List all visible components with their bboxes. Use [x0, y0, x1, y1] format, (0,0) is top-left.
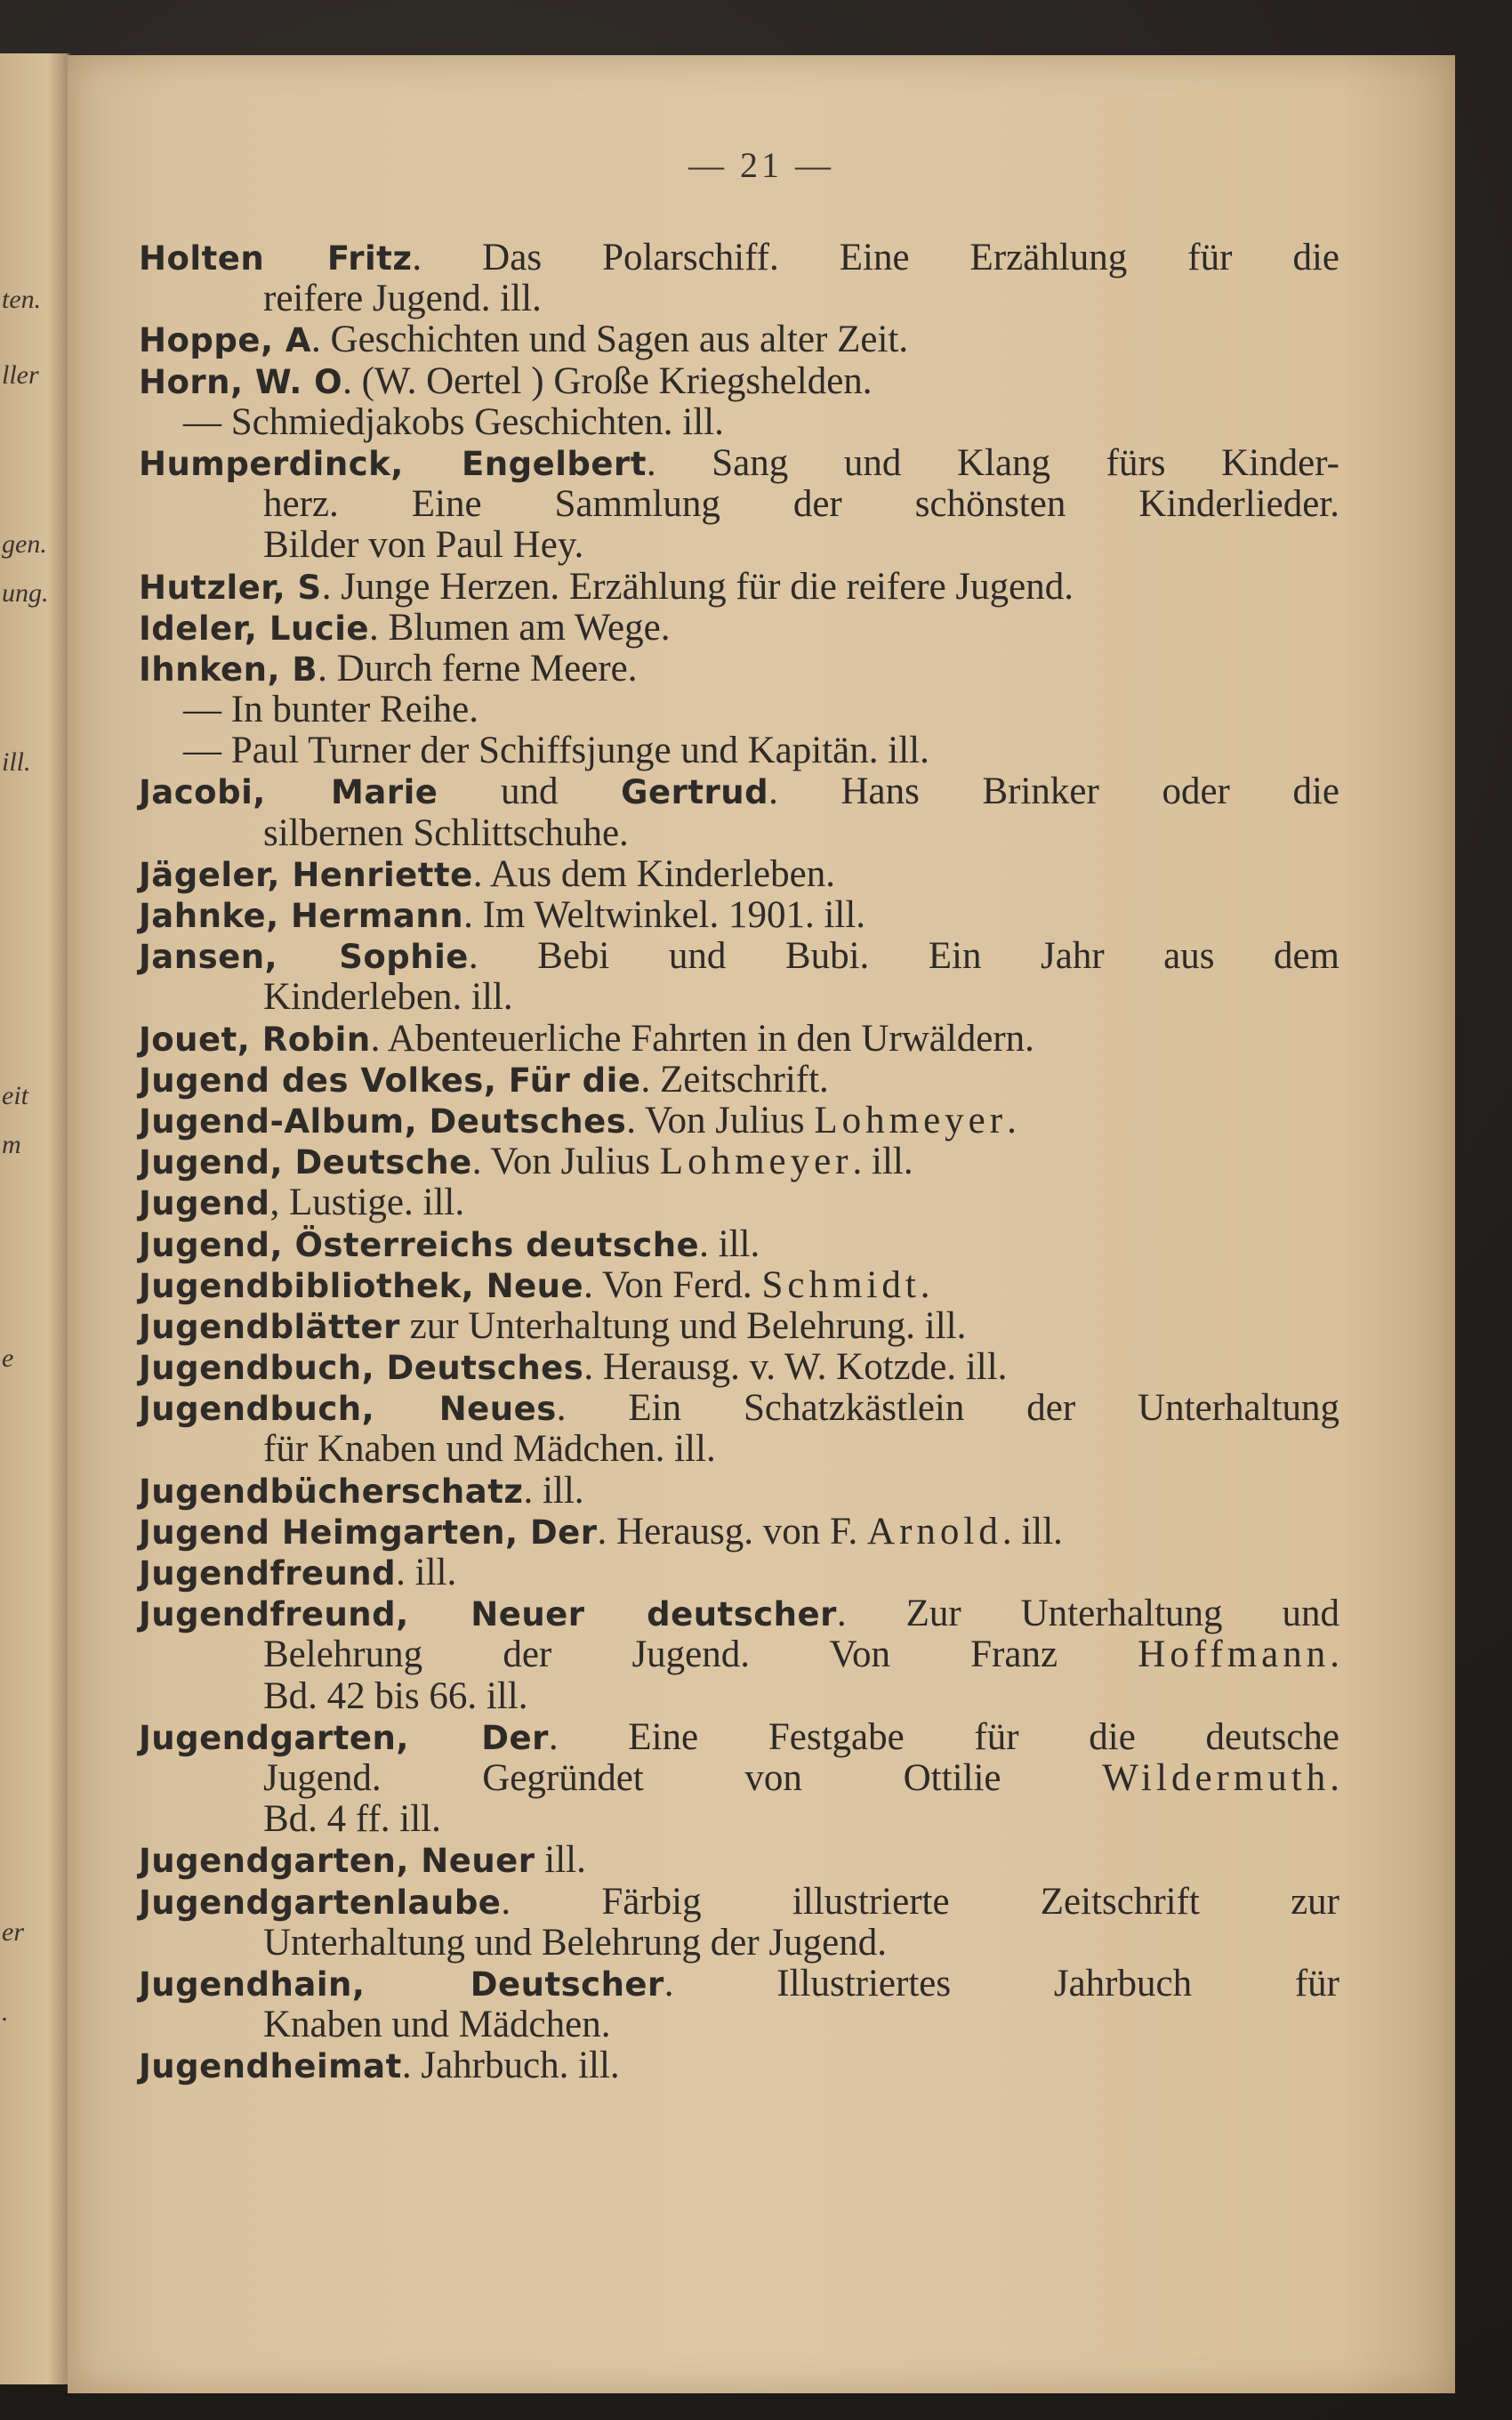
entry-continuation-line	[139, 1799, 1339, 1840]
catalog-entry	[139, 1512, 1339, 1553]
catalog-entry	[139, 1182, 1339, 1223]
entry-text: .	[920, 1263, 930, 1306]
entry-text: herz. Eine Sammlung der schönsten Kinderlieder.	[263, 483, 1339, 526]
page-number: — 21 —	[688, 145, 834, 185]
prev-fragment: ill.	[2, 747, 31, 777]
catalog-entry	[139, 567, 1339, 608]
prev-fragment: m	[2, 1130, 21, 1159]
entry-heading: Hutzler, S	[139, 568, 322, 607]
entry-text: . Zur Unterhaltung und	[836, 1593, 1339, 1635]
entry-text: . Von Julius	[471, 1141, 660, 1183]
entry-text: . Illustriertes Jahrbuch für	[664, 1962, 1339, 2005]
entry-text: .	[1330, 1756, 1339, 1799]
entry-heading: Humperdinck, Engelbert	[139, 444, 647, 483]
entry-heading: Holten Fritz	[139, 239, 413, 278]
catalog-entry	[139, 649, 1339, 690]
prev-fragment: er	[2, 1917, 24, 1947]
entry-continuation-line	[139, 1429, 1339, 1470]
entry-text: . Abenteuerliche Fahrten in den Urwäldern.	[370, 1017, 1034, 1060]
entry-heading: Jugend des Volkes, Für die	[139, 1061, 641, 1100]
entry-line	[139, 1101, 1339, 1141]
catalog-entry	[139, 319, 1339, 360]
entry-heading: Gertrud	[621, 773, 769, 812]
entry-line	[139, 1593, 1339, 1634]
entry-continuation-line	[139, 1923, 1339, 1964]
entry-text: Bilder von Paul Hey.	[263, 524, 584, 567]
entry-heading: Jugendfreund	[139, 1554, 397, 1593]
entry-heading: Jugendgartenlaube	[139, 1883, 502, 1922]
entry-heading: Jouet, Robin	[139, 1020, 371, 1059]
entry-line	[139, 1224, 1339, 1265]
entry-heading: Jugendblätter	[139, 1307, 400, 1346]
author-name: Wildermuth	[1102, 1756, 1331, 1799]
entry-line	[139, 443, 1339, 484]
entry-continuation-line	[139, 977, 1339, 1018]
entry-line	[139, 1182, 1339, 1223]
catalog-entry	[139, 1717, 1339, 1841]
entry-line	[139, 1717, 1339, 1758]
entry-heading: Ideler, Lucie	[139, 609, 369, 648]
catalog-entry	[139, 1265, 1339, 1306]
entry-line	[139, 854, 1339, 895]
entry-heading: Jugendheimat	[139, 2047, 402, 2086]
entry-text: für Knaben und Mädchen. ill.	[263, 1428, 716, 1471]
entry-text: silbernen Schlittschuhe.	[263, 811, 629, 854]
entry-text: . Färbig illustrierte Zeitschrift zur	[501, 1880, 1339, 1923]
entry-line	[139, 771, 1339, 812]
entry-heading: Jugendbücherschatz	[139, 1472, 524, 1511]
entry-text: Belehrung der Jugend. Von Franz	[263, 1634, 1138, 1676]
entry-text: Unterhaltung und Belehrung der Jugend.	[263, 1921, 887, 1964]
entry-text: und	[438, 770, 622, 813]
entry-line	[139, 1512, 1339, 1553]
catalog-entry	[139, 1306, 1339, 1347]
entry-text: . Jahrbuch. ill.	[401, 2045, 620, 2087]
entry-heading: Jugendhain, Deutscher	[139, 1964, 664, 2004]
entry-text: . ill.	[1001, 1510, 1063, 1553]
entry-line	[139, 1019, 1339, 1060]
catalog-entry	[139, 1224, 1339, 1265]
entry-heading: Jugend, Österreichs deutsche	[139, 1225, 700, 1264]
entry-continuation-line	[139, 278, 1339, 319]
entry-text: . Bebi und Bubi. Ein Jahr aus dem	[468, 935, 1340, 978]
catalog-entry	[139, 730, 1339, 771]
prev-fragment: gen.	[2, 529, 47, 559]
entry-line	[139, 319, 1339, 360]
entry-text: . Blumen am Wege.	[369, 606, 671, 649]
book-page	[68, 55, 1455, 2393]
catalog-entry	[139, 1019, 1339, 1060]
entry-heading: Jugend	[139, 1184, 270, 1223]
entry-text: ill.	[535, 1839, 586, 1882]
entry-continuation-line	[139, 525, 1339, 566]
entry-line	[139, 1553, 1339, 1593]
entry-line	[139, 1060, 1339, 1101]
entry-heading: Jugendgarten, Neuer	[139, 1842, 535, 1881]
author-name: Lohmeyer	[659, 1141, 853, 1183]
entry-text: .	[1330, 1634, 1339, 1676]
entry-continuation-line	[139, 2005, 1339, 2045]
catalog-entry	[139, 1060, 1339, 1101]
entry-heading: Jugendfreund, Neuer deutscher	[139, 1595, 837, 1634]
entry-continuation-line	[139, 484, 1339, 525]
prev-fragment: eit	[2, 1081, 28, 1110]
entry-text: . Geschichten und Sagen aus alter Zeit.	[311, 319, 909, 361]
entry-continuation-line	[139, 1676, 1339, 1717]
catalog-entry	[139, 854, 1339, 895]
previous-page-edge	[0, 53, 70, 2384]
entry-text: . Das Polarschiff. Eine Erzählung für die	[412, 237, 1339, 278]
author-name: Lohmeyer	[814, 1099, 1008, 1141]
catalog-entry	[139, 1101, 1339, 1141]
entry-line	[139, 402, 1339, 443]
catalog-entry	[139, 1553, 1339, 1593]
entry-line	[139, 936, 1339, 977]
catalog-entries	[139, 238, 1339, 2086]
entry-line	[139, 1840, 1339, 1881]
entry-text: . Zeitschrift.	[640, 1058, 829, 1101]
catalog-entry	[139, 690, 1339, 730]
prev-fragment: e	[2, 1343, 14, 1373]
entry-line	[139, 361, 1339, 402]
catalog-entry	[139, 402, 1339, 443]
entry-line	[139, 690, 1339, 730]
entry-heading: Horn, W. O	[139, 362, 343, 401]
catalog-entry	[139, 1471, 1339, 1512]
entry-continuation-line	[139, 1758, 1339, 1799]
catalog-entry	[139, 443, 1339, 567]
entry-text: . Ein Schatzkästlein der Unterhaltung	[556, 1387, 1339, 1430]
prev-fragment: ung.	[2, 578, 49, 608]
entry-text: Bd. 42 bis 66. ill.	[263, 1674, 528, 1717]
catalog-entry	[139, 771, 1339, 853]
catalog-entry	[139, 608, 1339, 649]
entry-line	[139, 1882, 1339, 1923]
entry-line	[139, 895, 1339, 936]
catalog-entry	[139, 1593, 1339, 1717]
entry-heading: Jugendbuch, Deutsches	[139, 1349, 584, 1388]
entry-line	[139, 1388, 1339, 1429]
entry-text: — Schmiedjakobs Geschichten. ill.	[183, 400, 724, 443]
prev-fragment: ten.	[2, 285, 42, 314]
entry-heading: Jansen, Sophie	[139, 938, 469, 977]
entry-text: . Durch ferne Meere.	[318, 647, 638, 690]
entry-line	[139, 2045, 1339, 2086]
entry-heading: Ihnken, B	[139, 649, 318, 689]
entry-text: . Herausg. v. W. Kotzde. ill.	[583, 1346, 1008, 1389]
entry-line	[139, 1141, 1339, 1182]
entry-heading: Jägeler, Henriette	[139, 855, 473, 894]
entry-text: . Eine Festgabe für die deutsche	[548, 1715, 1339, 1758]
entry-heading: Jacobi, Marie	[139, 773, 438, 812]
entry-text: . Herausg. von F.	[597, 1510, 868, 1553]
entry-continuation-line	[139, 1634, 1339, 1675]
entry-heading: Jugend-Album, Deutsches	[139, 1101, 627, 1141]
catalog-entry	[139, 1882, 1339, 1964]
catalog-entry	[139, 1840, 1339, 1881]
entry-text: Jugend. Gegründet von Ottilie	[263, 1756, 1103, 1799]
entry-heading: Hoppe, A	[139, 321, 312, 360]
entry-text: .	[1007, 1099, 1017, 1141]
entry-text: . Von Julius	[626, 1099, 815, 1141]
entry-line	[139, 649, 1339, 690]
catalog-entry	[139, 936, 1339, 1018]
entry-heading: Jugendbibliothek, Neue	[139, 1266, 584, 1305]
author-name: Hoffmann	[1138, 1634, 1331, 1676]
catalog-entry	[139, 2045, 1339, 2086]
catalog-entry	[139, 1141, 1339, 1182]
entry-text: . Sang und Klang fürs Kinder-	[646, 441, 1339, 484]
entry-text: . ill.	[523, 1469, 584, 1512]
entry-text: Knaben und Mädchen.	[263, 2004, 611, 2046]
entry-line	[139, 1306, 1339, 1347]
prev-fragment: .	[2, 1997, 9, 2027]
entry-line	[139, 567, 1339, 608]
entry-heading: Jugend, Deutsche	[139, 1143, 472, 1182]
entry-line	[139, 608, 1339, 649]
entry-text: . Im Weltwinkel. 1901. ill.	[463, 894, 866, 936]
catalog-entry	[139, 1964, 1339, 2045]
entry-text: — Paul Turner der Schiffsjunge und Kapitän. ill.	[183, 730, 929, 772]
catalog-entry	[139, 1388, 1339, 1470]
catalog-entry	[139, 238, 1339, 319]
entry-line	[139, 1471, 1339, 1512]
entry-text: Kinderleben. ill.	[263, 976, 513, 1019]
entry-text: . ill.	[852, 1141, 913, 1183]
entry-text: . Aus dem Kinderleben.	[472, 852, 835, 895]
entry-text: . ill.	[699, 1222, 760, 1265]
entry-text: , Lustige. ill.	[269, 1182, 465, 1224]
catalog-entry	[139, 361, 1339, 402]
entry-text: . Von Ferd.	[583, 1263, 762, 1306]
entry-heading: Jahnke, Hermann	[139, 897, 464, 935]
prev-fragment: ller	[2, 360, 39, 390]
entry-continuation-line	[139, 813, 1339, 854]
entry-line	[139, 1964, 1339, 2005]
entry-line	[139, 1347, 1339, 1388]
entry-text: Bd. 4 ff. ill.	[263, 1798, 441, 1841]
entry-text: . Junge Herzen. Erzählung für die reifere Jugend.	[321, 565, 1074, 608]
entry-line	[139, 730, 1339, 771]
entry-heading: Jugend Heimgarten, Der	[139, 1512, 598, 1552]
catalog-entry	[139, 1347, 1339, 1388]
entry-text: — In bunter Reihe.	[183, 689, 479, 731]
entry-text: reifere Jugend. ill.	[263, 278, 542, 320]
catalog-entry	[139, 895, 1339, 936]
author-name: Arnold	[867, 1510, 1002, 1553]
entry-line	[139, 1265, 1339, 1306]
entry-heading: Jugendbuch, Neues	[139, 1390, 557, 1429]
entry-text: . (W. Oertel ) Große Kriegshelden.	[342, 359, 873, 402]
entry-text: zur Unterhaltung und Belehrung. ill.	[399, 1304, 967, 1347]
author-name: Schmidt	[761, 1263, 921, 1306]
entry-text: . Hans Brinker oder die	[768, 770, 1339, 813]
entry-line	[139, 238, 1339, 278]
entry-text: . ill.	[396, 1552, 457, 1593]
entry-heading: Jugendgarten, Der	[139, 1718, 549, 1757]
